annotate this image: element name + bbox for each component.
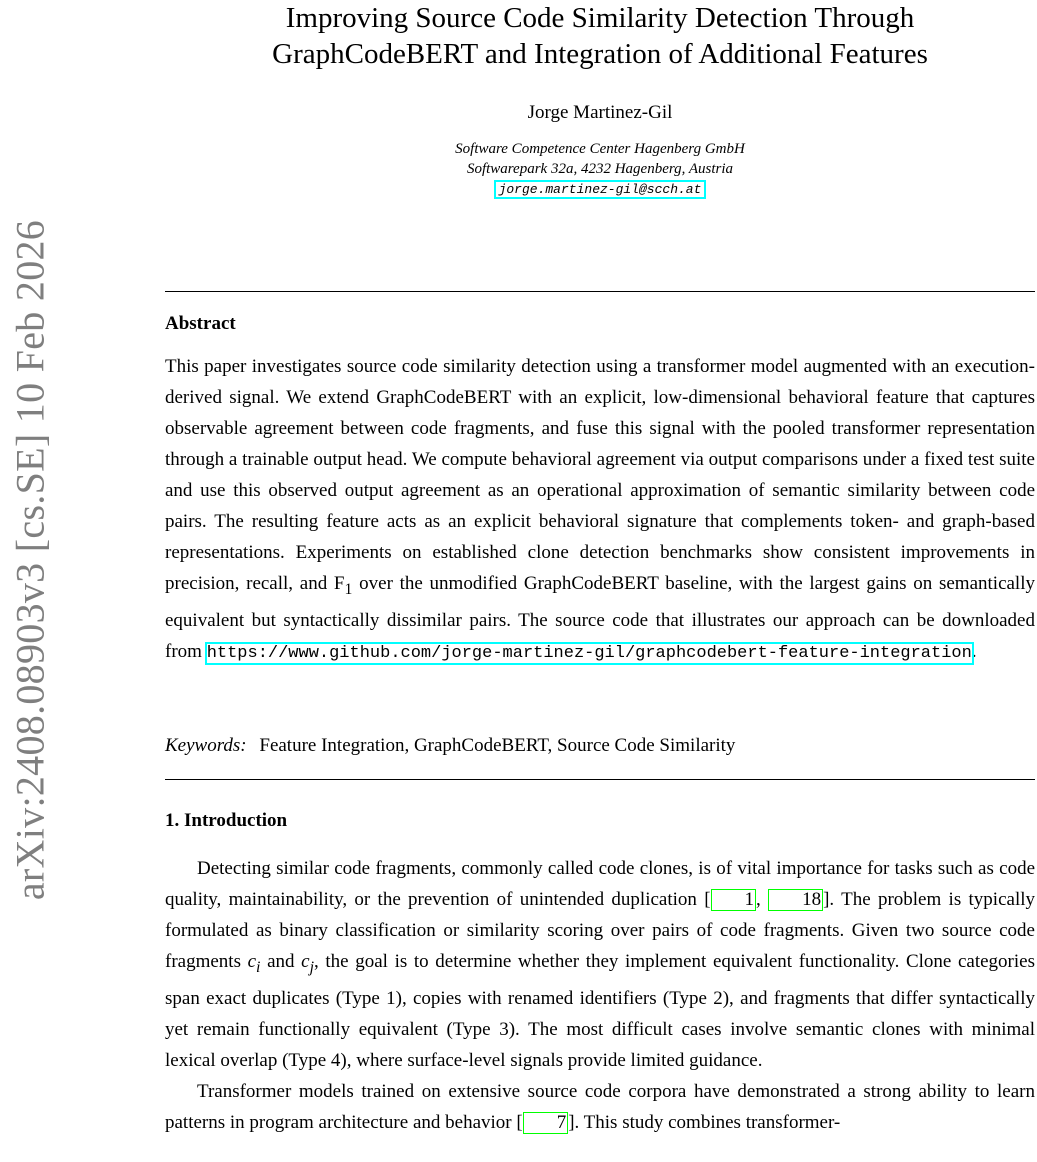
email-link[interactable]: jorge.martinez-gil@scch.at: [494, 180, 707, 199]
author-name: Jorge Martinez-Gil: [527, 102, 673, 123]
keywords-value: Feature Integration, GraphCodeBERT, Source Code Similarity: [259, 735, 736, 756]
keywords: [165, 735, 1035, 757]
intro-paragraph-1: Detecting similar code fragments, commonly called code clones, is of vital importance for tasks such as code quality, maintainability, or the prevention of unintended duplication [ 1 , 18 ]. The problem is typically formulated as binary classification or similarity scoring over pairs of code fragments. Given two source code fragments $c_i$ and $c_j$, the goal is to determine whether they implement equivalent functionality. Clone categories span exact duplicates (Type 1), copies with renamed identifiers (Type 2), and fragments that differ syntactically yet remain functionally equivalent (Type 3). The most difficult cases involve semantic clones with minimal lexical overlap (Type 4), where surface-level signals provide limited guidance.: [165, 858, 1035, 1071]
paper-title: [165, 0, 1035, 72]
citation-1[interactable]: 1: [711, 889, 757, 911]
introduction-body: [165, 853, 1035, 1138]
bottom-rule: [165, 779, 1035, 780]
affiliation-line-2: Softwarepark 32a, 4232 Hagenberg, Austria: [466, 161, 734, 177]
introduction-heading: 1. Introduction: [165, 810, 288, 831]
github-link[interactable]: https://www.github.com/jorge-martinez-gil/graphcodebert-feature-integration: [206, 643, 972, 663]
abstract-heading: Abstract: [165, 313, 236, 334]
keywords-label: Keywords:: [165, 735, 247, 756]
title-line-2: GraphCodeBERT and Integration of Additional Features: [272, 38, 928, 70]
abstract-text: This paper investigates source code similarity detection using a transformer model augmented with an execution-derived signal. We extend GraphCodeBERT with an explicit, low-dimensional behavioral feature that captures observable agreement between code fragments, and fuse this signal with the pooled transformer representation through a trainable output head. We compute behavioral agreement via output comparisons under a fixed test suite and use this observed output agreement as an operational approximation of semantic similarity between code pairs. The resulting feature acts as an explicit behavioral signature that complements token- and graph-based representations. Experiments on established clone detection benchmarks show consistent improvements in precision, recall, and $F_1$ over the unmodified GraphCodeBERT baseline, with the largest gains on semantically equivalent but syntactically dissimilar pairs. The source code that illustrates our approach can be downloaded from https://www.github.com/jorge-martinez-gil/graphcodebert-feature-integration.: [165, 356, 1035, 663]
affiliation: [165, 139, 1035, 199]
intro-paragraph-2: Transformer models trained on extensive source code corpora have demonstrated a strong ability to learn patterns in program architecture and behavior [ 7 ]. This study combines transformer-: [165, 1080, 1035, 1133]
affiliation-line-1: Software Competence Center Hagenberg GmbH: [455, 141, 745, 157]
arxiv-stamp: [0, 180, 60, 940]
arxiv-identifier: arXiv:2408.08903v3 [cs.SE] 10 Feb 2026: [7, 219, 53, 901]
top-rule: [165, 291, 1035, 292]
citation-7[interactable]: 7: [523, 1112, 569, 1134]
citation-18[interactable]: 18: [768, 889, 823, 911]
title-line-1: Improving Source Code Similarity Detection Through: [285, 2, 915, 34]
